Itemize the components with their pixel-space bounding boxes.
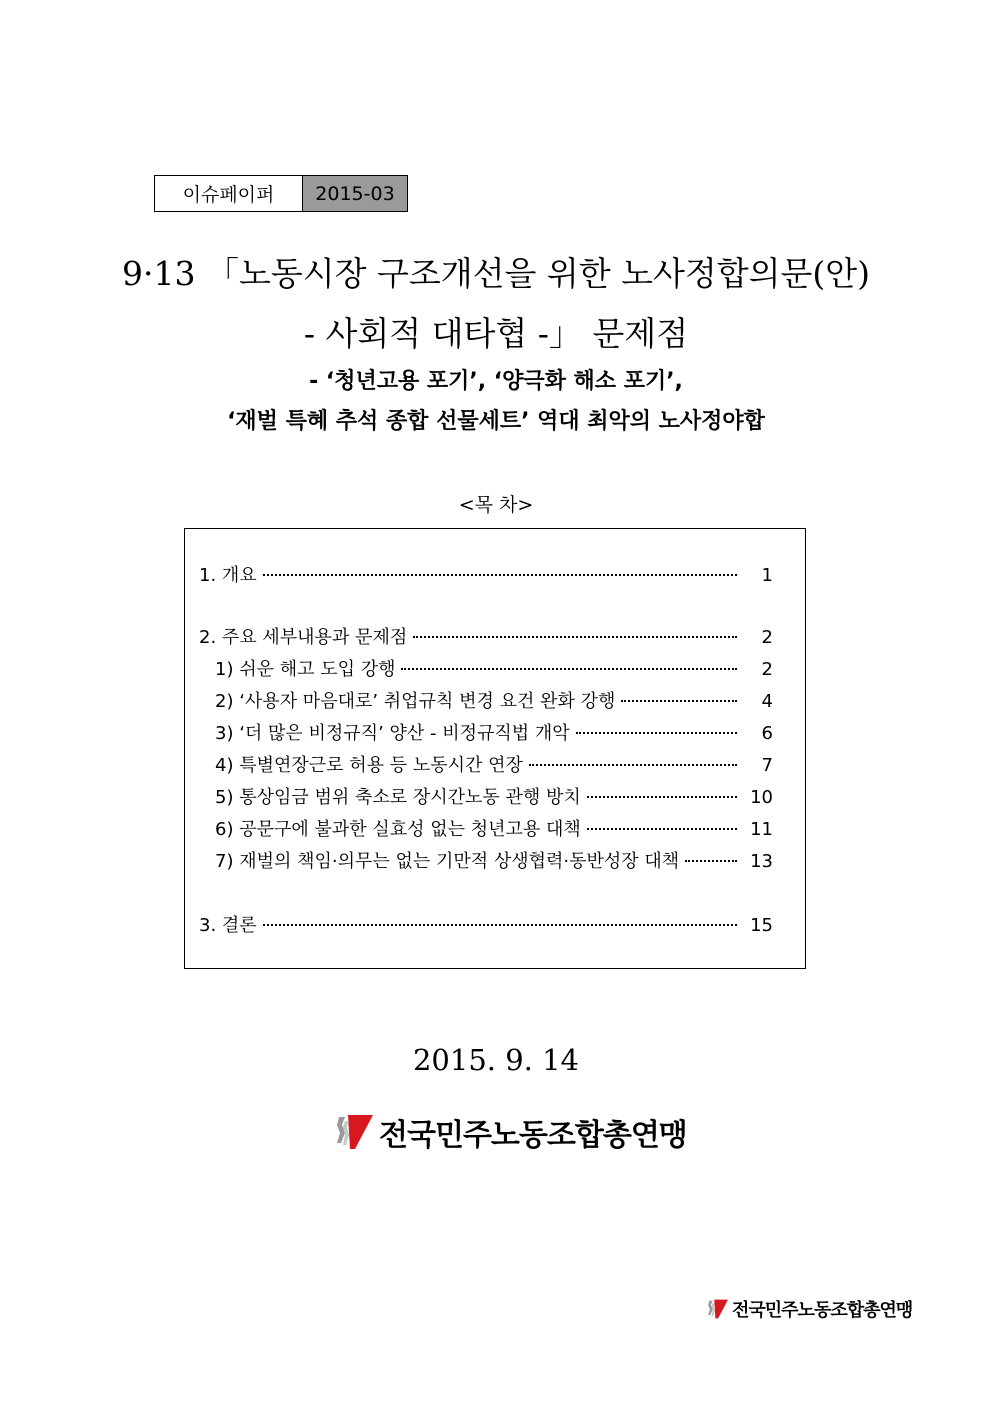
- toc-item-page: 11: [750, 819, 773, 840]
- toc-leader: [587, 828, 737, 830]
- kctu-logo-icon: [333, 1113, 373, 1151]
- subtitle-line-1: - ‘청년고용 포기’, ‘양극화 해소 포기’,: [309, 369, 683, 394]
- toc-item-page: 2: [761, 627, 773, 648]
- toc-item-label: 3. 결론: [199, 915, 257, 936]
- footer-logo: [706, 1296, 912, 1322]
- toc-item-page: 13: [750, 851, 773, 872]
- organization-logo: [333, 1110, 687, 1154]
- page-title-line-2: - 사회적 대타협 -」 문제점: [303, 314, 689, 353]
- toc-subitem[interactable]: [215, 655, 773, 681]
- toc-item-page: 7: [761, 755, 773, 776]
- toc-heading: <목 차>: [458, 494, 534, 516]
- toc-leader: [401, 668, 737, 670]
- toc-leader: [413, 636, 737, 638]
- page-title-line-1: 9·13 「노동시장 구조개선을 위한 노사정합의문(안): [122, 254, 870, 293]
- toc-item[interactable]: [199, 911, 773, 937]
- toc-leader: [263, 924, 737, 926]
- issue-paper-number: 2015-03: [303, 176, 407, 211]
- toc-leader: [263, 574, 737, 576]
- toc-item-label: 7) 재벌의 책임·의무는 없는 기만적 상생협력·동반성장 대책: [215, 851, 680, 872]
- toc-leader: [529, 764, 737, 766]
- toc-leader: [587, 796, 737, 798]
- organization-name: 전국민주노동조합총연맹: [379, 1118, 687, 1153]
- issue-paper-label: 이슈페이퍼: [155, 176, 303, 211]
- toc-item-label: 2. 주요 세부내용과 문제점: [199, 627, 408, 648]
- toc-subitem[interactable]: [215, 815, 773, 841]
- toc-item-page: 2: [761, 659, 773, 680]
- toc-item-page: 6: [761, 723, 773, 744]
- toc-item-label: 5) 통상임금 범위 축소로 장시간노동 관행 방치: [215, 787, 581, 808]
- toc-item-label: 1. 개요: [199, 565, 257, 586]
- toc-subitem[interactable]: [215, 751, 773, 777]
- publication-date: 2015. 9. 14: [412, 1043, 580, 1077]
- issue-paper-box: [154, 175, 408, 212]
- toc-item-page: 15: [750, 915, 773, 936]
- toc-item[interactable]: [199, 623, 773, 649]
- toc-item-page: 10: [750, 787, 773, 808]
- footer-organization-name: 전국민주노동조합총연맹: [732, 1300, 913, 1321]
- toc-item-label: 3) ‘더 많은 비정규직’ 양산 - 비정규직법 개악: [215, 723, 570, 744]
- toc-item-label: 2) ‘사용자 마음대로’ 취업규칙 변경 요건 완화 강행: [215, 691, 616, 712]
- toc-item-page: 4: [761, 691, 773, 712]
- toc-item-label: 4) 특별연장근로 허용 등 노동시간 연장: [215, 755, 523, 776]
- toc-subitem[interactable]: [215, 719, 773, 745]
- toc-subitem[interactable]: [215, 783, 773, 809]
- toc-leader: [621, 700, 737, 702]
- kctu-logo-icon: [706, 1298, 728, 1320]
- toc-item-label: 6) 공문구에 불과한 실효성 없는 청년고용 대책: [215, 819, 581, 840]
- toc-subitem[interactable]: [215, 847, 773, 873]
- toc-leader: [685, 860, 737, 862]
- toc-item-label: 1) 쉬운 해고 도입 강행: [215, 659, 396, 680]
- toc-item[interactable]: [199, 561, 773, 587]
- subtitle-line-2: ‘재벌 특혜 추석 종합 선물세트’ 역대 최악의 노사정야합: [227, 409, 765, 434]
- table-of-contents: [184, 528, 806, 969]
- toc-leader: [576, 732, 737, 734]
- toc-item-page: 1: [761, 565, 773, 586]
- toc-subitem[interactable]: [215, 687, 773, 713]
